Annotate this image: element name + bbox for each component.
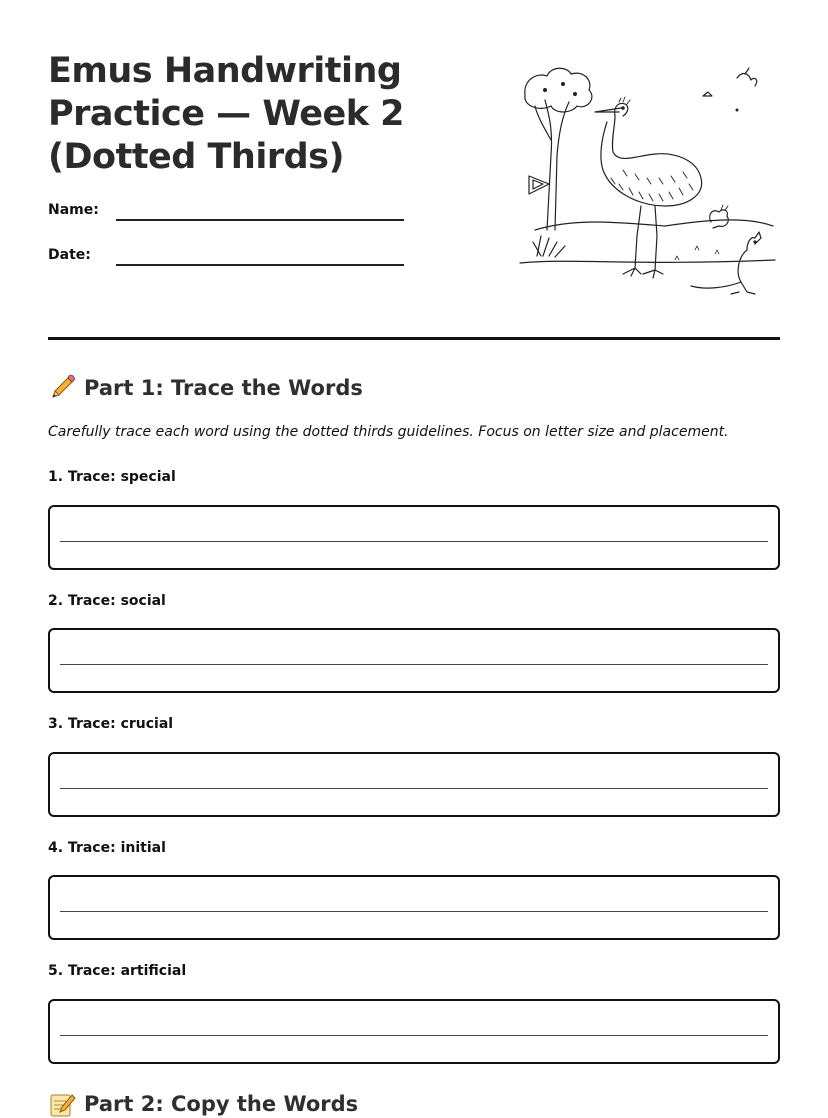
baseline-guide [60, 911, 768, 912]
trace-box-special[interactable] [48, 505, 780, 570]
name-line[interactable] [116, 219, 404, 221]
memo-icon [48, 1090, 76, 1118]
trace-item-label: 3. Trace: crucial [48, 716, 174, 732]
date-line[interactable] [116, 264, 404, 266]
section-divider [48, 337, 780, 340]
part2-heading-text: Part 2: Copy the Words [84, 1092, 359, 1116]
trace-item-label: 5. Trace: artificial [48, 963, 187, 979]
baseline-guide [60, 1035, 768, 1036]
pencil-icon [48, 374, 76, 402]
emu-illustration [515, 60, 780, 300]
trace-box-crucial[interactable] [48, 752, 780, 817]
trace-item-label: 2. Trace: social [48, 593, 166, 609]
trace-item-label: 4. Trace: initial [48, 840, 166, 856]
trace-item-label: 1. Trace: special [48, 469, 176, 485]
part1-instructions: Carefully trace each word using the dotted thirds guidelines. Focus on letter size and placement. [48, 424, 729, 440]
baseline-guide [60, 788, 768, 789]
baseline-guide [60, 664, 768, 665]
date-label: Date: [48, 247, 91, 263]
baseline-guide [60, 541, 768, 542]
trace-box-social[interactable] [48, 628, 780, 693]
worksheet-title: Emus Handwriting Practice — Week 2 (Dotted Thirds) [48, 51, 405, 177]
name-label: Name: [48, 202, 99, 218]
trace-box-artificial[interactable] [48, 999, 780, 1064]
part2-heading [48, 1090, 358, 1118]
trace-box-initial[interactable] [48, 875, 780, 940]
part1-heading-text: Part 1: Trace the Words [84, 376, 363, 400]
part1-heading [48, 374, 363, 402]
